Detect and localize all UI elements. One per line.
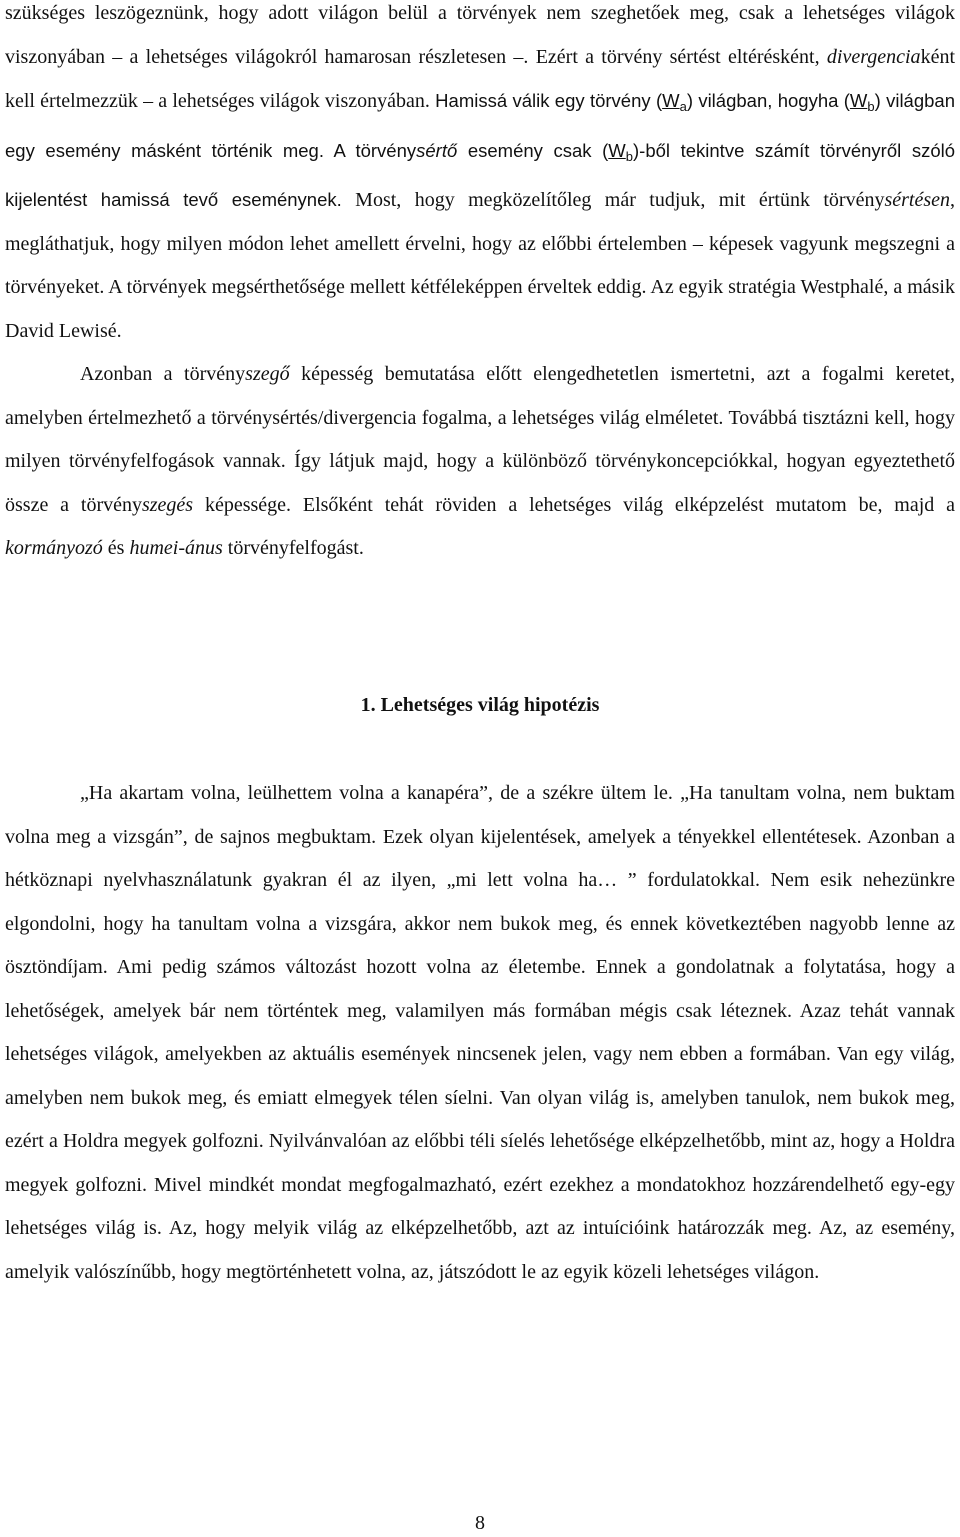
p2-emphasis-szego: szegő bbox=[245, 363, 290, 385]
paragraph-3: „Ha akartam volna, leülhettem volna a kanapéra”, de a székre ültem le. „Ha tanultam volna, nem buktam volna meg a vizsgán”, de sajnos megbuktam. Ezek olyan kijelentések, amelyek a tényekkel ellentétesek. Azonban a hétköznapi nyelvhasználatunk gyakran él az ilyen, „mi lett volna ha… ” fordulatokkal. Nem esik nehezünkre elgondolni, hogy ha tanultam volna a vizsgára, akkor nem bukok meg, és ennek következtében nagyobb lenne az ösztöndíjam. Ami pedig számos változást hozott volna az életembe. Ennek a gondolatnak a folytatása, hogy a lehetőségek, amelyek bár nem történtek meg, valamilyen más formában mégis csak léteznek. Azaz tehát vannak lehetséges világok, amelyekben az aktuális események nincsenek jelen, vagy nem ebben a formában. Van egy világ, amelyben nem bukok meg, és emiatt elmegyek télen síelni. Van olyan világ is, amelyben tanulok, nem bukok meg, ezért a Holdra megyek golfozni. Nyilvánvalóan az előbbi téli síelés lehetősége elképzelhetőbb, mint az, hogy a Holdra megyek golfozni. Mivel mindkét mondat megfogalmazható, ezért ezekhez a mondatokhoz hozzárendelhető egy-egy lehetséges világ is. Az, hogy melyik világ az elképzelhetőbb, azt az intuícióink határozzák meg. Az, az esemény, amelyik valószínűbb, hogy megtörténhetett volna, az, játszódott le az egyik közeli lehetséges világon. bbox=[5, 782, 955, 1283]
p1-emphasis-serto: sértő bbox=[416, 139, 458, 161]
paragraph-2: Azonban a törvényszegő képesség bemutatása előtt elengedhetetlen ismertetni, azt a fogalmi keretet, amelyben értelmezhető a törvénysértés/divergencia fogalma, a lehetséges világ elméletet. Továbbá tisztázni kell, hogy milyen törvényfelfogások vannak. Így látjuk majd, hogy a különböző törvénykoncepciókkal, hogyan egyeztethető össze a törvényszegés képessége. Elsőként tehát röviden a lehetséges világ elképzelést mutatom be, majd a kormányozó és humei-ánus törvényfelfogást. bbox=[5, 363, 955, 559]
p2-emphasis-kormanyozo: kormányozó bbox=[5, 537, 103, 559]
p1-text: Most, hogy megközelítőleg már tudjuk, mit értünk törvény bbox=[341, 189, 885, 211]
p1-text: ként kell értelmezzük – a lehetséges világok viszonyában. bbox=[5, 45, 955, 112]
world-b-symbol: $W_b$ bbox=[608, 139, 633, 164]
p2-emphasis-szeges: szegés bbox=[141, 493, 194, 516]
p2-emphasis-humei-anus: humei-ánus bbox=[129, 537, 223, 559]
p1-emphasis-sertesen: sértésen bbox=[884, 189, 950, 211]
p1-text: , megláthatjuk, hogy milyen módon lehet amellett érvelni, hogy az előbbi értelemben – képesek vagyunk megszegni a törvényeket. A törvények megsérthetősége mellett kétféleképpen érveltek eddig. Az egyik stratégia Westphalé, a másik David Lewisé. bbox=[5, 189, 955, 342]
paragraph-1 bbox=[5, 0, 955, 353]
p1-sans-sentence: Hamissá válik egy törvény $(W_a)$ világban, hogyha $(W_b)$ világban egy esemény másként történik meg. A törvénysértő esemény csak $(W_b)$-ből tekintve számít törvényről szóló kijelentést hamissá tevő eseménynek. bbox=[5, 90, 956, 210]
world-a-symbol: $W_a$ bbox=[662, 90, 687, 114]
p1-text: szükséges leszögeznünk, hogy adott világon belül a törvények nem szeghetőek meg, csak a lehetséges világok viszonyában – a lehetséges világokról hamarosan részletesen –. Ezért a törvény sértést eltérésként, bbox=[5, 2, 955, 68]
page-number: 8 bbox=[475, 1512, 485, 1534]
p1-emphasis-divergencia: divergencia bbox=[826, 45, 921, 68]
world-b-symbol: $W_b$ bbox=[849, 90, 875, 114]
section-heading: 1. Lehetséges világ hipotézis bbox=[360, 694, 600, 716]
